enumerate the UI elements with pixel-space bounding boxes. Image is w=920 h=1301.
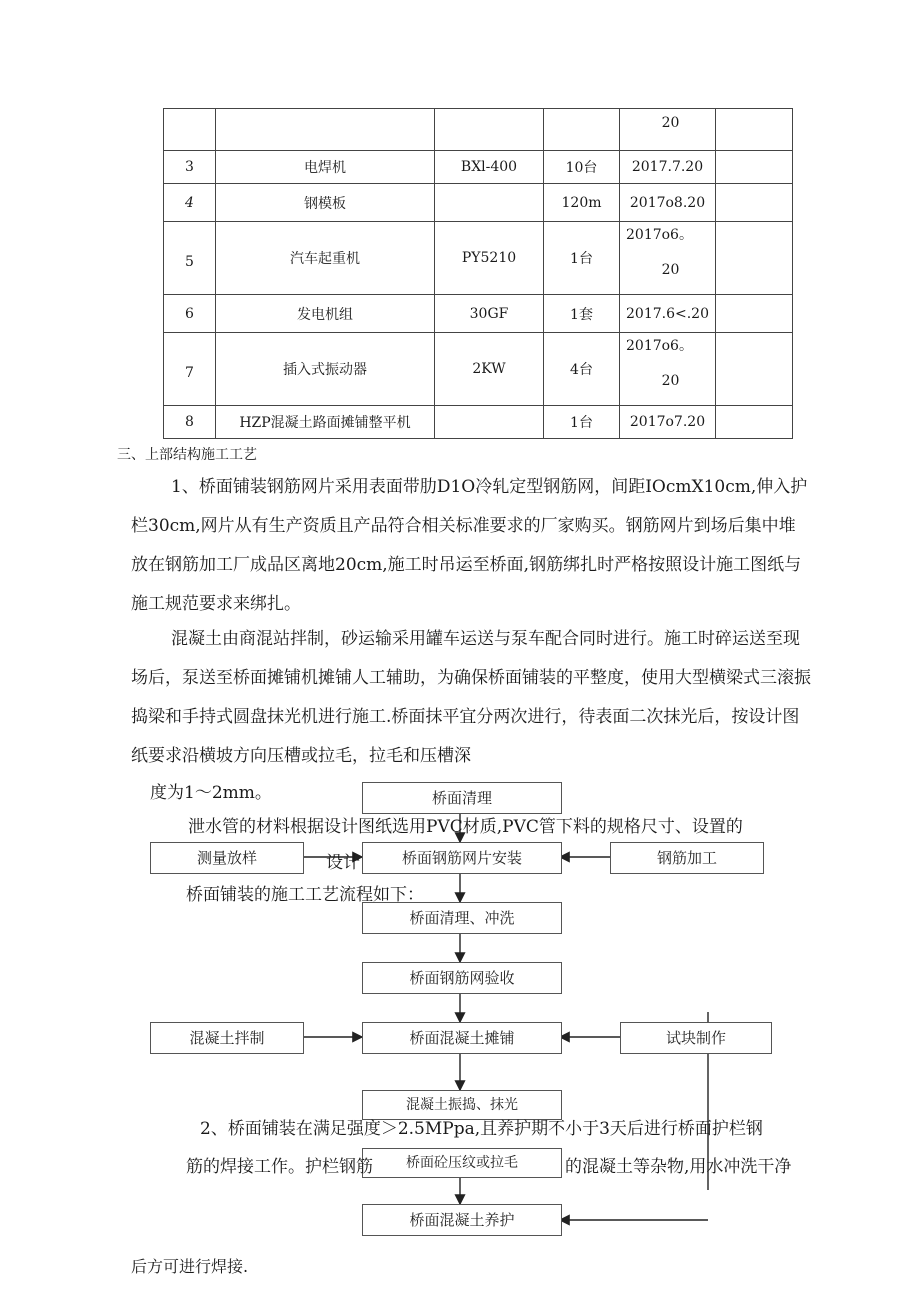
table-cell-no: 4 <box>164 184 216 222</box>
flow-step-7: 桥面砼压纹或拉毛 <box>362 1148 562 1178</box>
flow-side-left-1: 测量放样 <box>150 842 304 874</box>
date-line-2: 20 <box>661 114 680 131</box>
date-line-1: 2017o8.20 <box>629 194 706 211</box>
table-cell-no: 5 <box>164 222 216 295</box>
overlay-design: 设计 <box>326 853 360 873</box>
table-cell-name: 发电机组 <box>216 295 435 333</box>
table-cell-model: BXl-400 <box>435 151 544 184</box>
table-cell-name: HZP混凝土路面摊铺整平机 <box>216 406 435 439</box>
table-cell-qty: 1台 <box>544 406 620 439</box>
overlay-para3-line2-b: 的混凝土等杂物,用水冲洗干净 <box>565 1157 792 1177</box>
flow-step-8: 桥面混凝土养护 <box>362 1204 562 1236</box>
flow-step-2: 桥面钢筋网片安装 <box>362 842 562 874</box>
flow-side-right-1: 钢筋加工 <box>610 842 764 874</box>
table-cell-qty: 10台 <box>544 151 620 184</box>
table-cell-model: 30GF <box>435 295 544 333</box>
table-cell-no: 7 <box>164 333 216 406</box>
overlay-depth: 度为1～2mm。 <box>150 783 272 803</box>
table-cell-qty: 4台 <box>544 333 620 406</box>
table-cell-model: 2KW <box>435 333 544 406</box>
table-cell-name: 插入式振动器 <box>216 333 435 406</box>
table-cell-qty: 1套 <box>544 295 620 333</box>
flow-step-3: 桥面清理、冲洗 <box>362 902 562 934</box>
overlay-para3-line2-a: 筋的焊接工作。护栏钢筋 <box>186 1157 373 1177</box>
flow-step-5: 桥面混凝土摊铺 <box>362 1022 562 1054</box>
date-line-1: 2017o6。 <box>626 227 693 243</box>
date-line-2: 20 <box>661 262 680 278</box>
overlay-para3-line1: 2、桥面铺装在满足强度＞2.5MPpa,且养护期不小于3天后进行桥面护栏钢 <box>200 1119 763 1139</box>
paragraph-1: 1、桥面铺装钢筋网片采用表面带肋D1O冷轧定型钢筋网，间距IOcmX10cm,伸入护栏30cm,网片从有生产资质且产品符合相关标准要求的厂家购买。钢筋网片到场后集中堆放在钢筋加工厂成品区离地20cm,施工时吊运至桥面,钢筋绑扎时严格按照设计施工图纸与施工规范要求来绑扎。 <box>131 477 808 614</box>
date-line-2: 20 <box>661 373 680 389</box>
section-heading: 三、上部结构施工工艺 <box>117 447 257 463</box>
flow-step-6: 混凝土振捣、抹光 <box>362 1090 562 1120</box>
closing-text: 后方可进行焊接. <box>131 1257 249 1276</box>
table-cell-no: 3 <box>164 151 216 184</box>
date-line-1: 2017.7.20 <box>631 159 704 175</box>
paragraph-2: 混凝土由商混站拌制，砂运输采用罐车运送与泵车配合同时进行。施工时碎运送至现场后，泵送至桥面摊铺机摊铺人工辅助，为确保桥面铺装的平整度，使用大型横梁式三滚振捣梁和手持式圆盘抹光机进行施工.桥面抹平宜分两次进行，待表面二次抹光后，按设计图纸要求沿横坡方向压槽或拉毛，拉毛和压槽深 <box>131 629 811 766</box>
flow-side-left-2: 混凝土拌制 <box>150 1022 304 1054</box>
table-cell-name: 电焊机 <box>216 151 435 184</box>
table-cell-name: 钢模板 <box>216 184 435 222</box>
overlay-flow-intro: 桥面铺装的施工工艺流程如下： <box>186 885 424 905</box>
flow-side-right-2: 试块制作 <box>620 1022 772 1054</box>
table-cell-no: 8 <box>164 406 216 439</box>
date-line-1: 2017.6<.20 <box>626 305 709 322</box>
flow-step-1: 桥面清理 <box>362 782 562 814</box>
overlay-drain-pipe: 泄水管的材料根据设计图纸选用PVC材质,PVC管下料的规格尺寸、设置的 <box>188 817 743 837</box>
table-cell-name: 汽车起重机 <box>216 222 435 295</box>
date-line-1: 2017o6。 <box>626 338 693 354</box>
table-cell-qty: 120m <box>544 184 620 222</box>
table-cell-model: PY5210 <box>435 222 544 295</box>
table-cell-qty: 1台 <box>544 222 620 295</box>
table-cell-no: 6 <box>164 295 216 333</box>
date-line-1: 2017o7.20 <box>629 414 706 430</box>
flow-step-4: 桥面钢筋网验收 <box>362 962 562 994</box>
